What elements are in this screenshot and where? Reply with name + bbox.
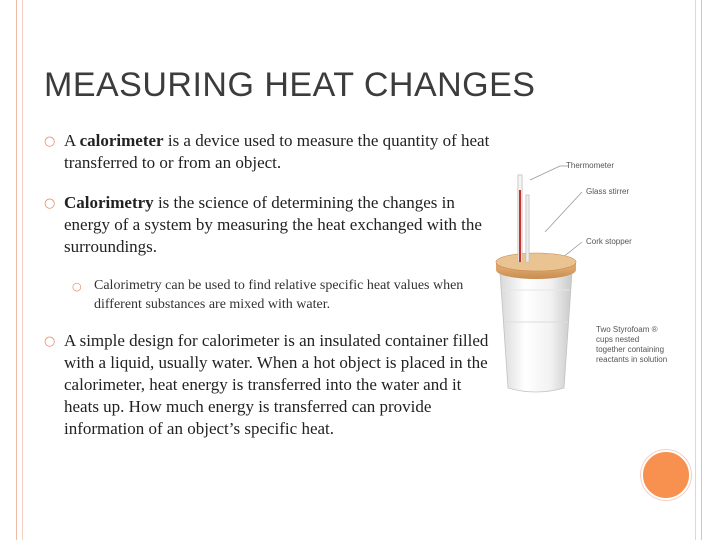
- bullet-marker-icon: ○: [44, 196, 56, 211]
- term-calorimeter: calorimeter: [79, 131, 164, 150]
- label-cups-line2: cups nested: [596, 335, 640, 344]
- term-calorimetry: Calorimetry: [64, 193, 154, 212]
- bullet-marker-icon: ○: [44, 334, 56, 349]
- bullet-text-after: is a device used to measure the quantity of heat transferred to or from an object.: [64, 131, 490, 172]
- label-thermometer: Thermometer: [566, 161, 615, 170]
- decorative-circle: [641, 450, 691, 500]
- slide-title: MEASURING HEAT CHANGES: [44, 66, 536, 104]
- sub-bullet-text: Calorimetry can be used to find relative specific heat values when different substances are mixed with water.: [94, 278, 464, 312]
- bullet-simple-design: [44, 330, 494, 440]
- label-glass-stirrer: Glass stirrer: [586, 187, 630, 196]
- label-cork-stopper: Cork stopper: [586, 237, 632, 246]
- calorimeter-diagram: [490, 150, 700, 410]
- bullet-text: A simple design for calorimeter is an insulated container filled with a liquid, usually water. When a hot object is placed in the calorimeter, heat energy is transferred into the water and it heats up. How much energy is transferred can provide information of an object’s specific heat.: [64, 331, 489, 438]
- bullet-calorimeter: [44, 130, 494, 174]
- bullet-calorimetry: [44, 192, 494, 258]
- bullet-text-before: A: [64, 131, 80, 150]
- calorimeter-illustration: [490, 150, 700, 410]
- sub-bullet-marker-icon: ○: [72, 280, 82, 293]
- sub-bullet-specific-heat: [56, 276, 494, 314]
- bullet-list: [44, 130, 494, 458]
- bullet-text-after: is the science of determining the changes in energy of a system by measuring the heat exchanged with the surroundings.: [64, 193, 482, 256]
- label-cups-line4: reactants in solution: [596, 355, 668, 364]
- bullet-marker-icon: ○: [44, 134, 56, 149]
- label-cups-line1: Two Styrofoam ®: [596, 325, 658, 334]
- label-cups-line3: together containing: [596, 345, 665, 354]
